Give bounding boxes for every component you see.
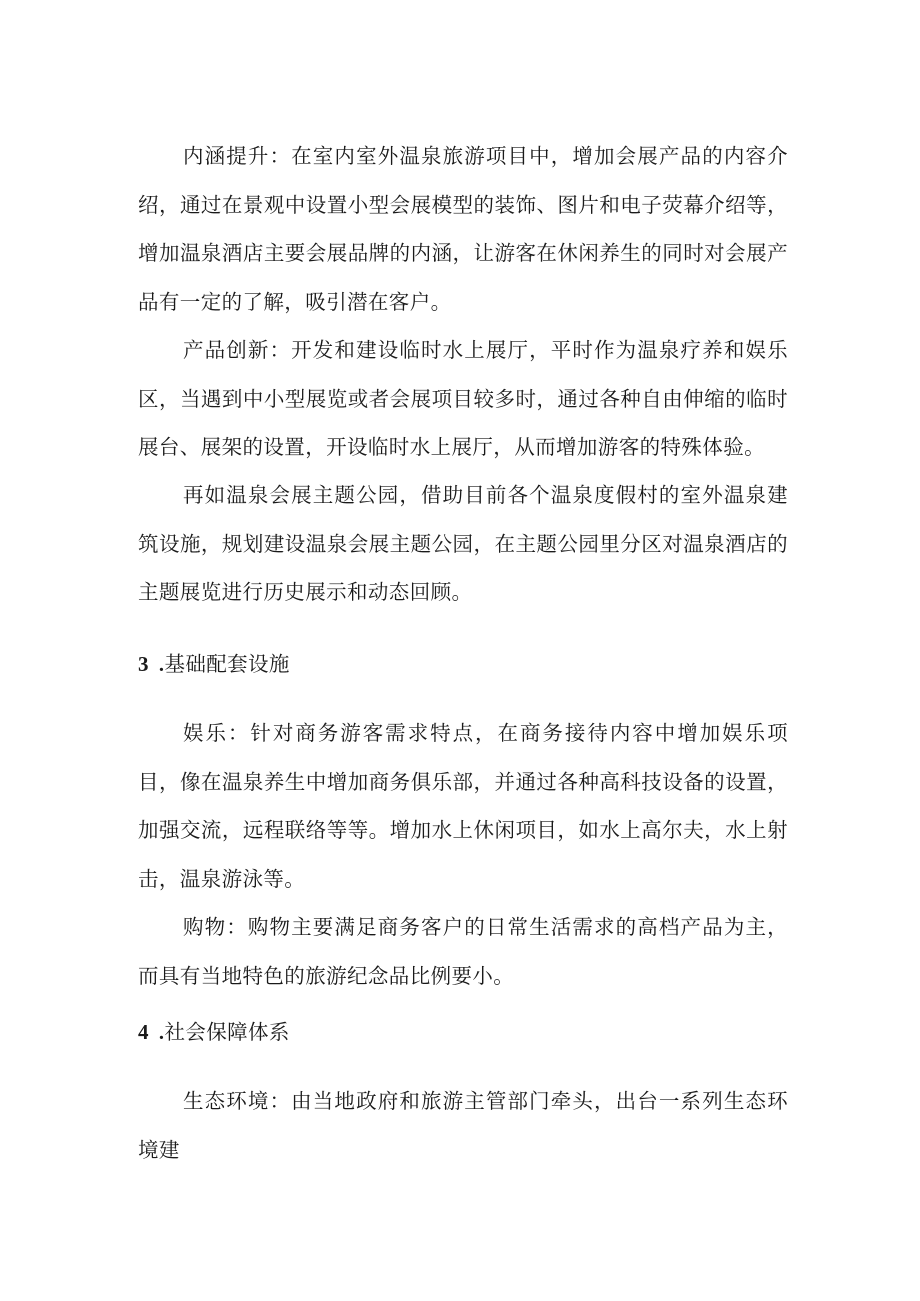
paragraph-content-upgrade: 内涵提升：在室内室外温泉旅游项目中，增加会展产品的内容介绍，通过在景观中设置小型会展模型的装饰、图片和电子荧幕介绍等，增加温泉酒店主要会展品牌的内涵，让游客在休闲养生的同时对会展产品有一定的了解，吸引潜在客户。 [138, 144, 788, 314]
paragraph-theme-park: 再如温泉会展主题公园，借助目前各个温泉度假村的室外温泉建筑设施，规划建设温泉会展主题公园，在主题公园里分区对温泉酒店的主题展览进行历史展示和动态回顾。 [138, 483, 788, 604]
section-dot: . [158, 1022, 165, 1044]
section-title: 社会保障体系 [164, 1020, 290, 1044]
paragraph-product-innovation: 产品创新：开发和建设临时水上展厅，平时作为温泉疗养和娱乐区，当遇到中小型展览或者会展项目较多时，通过各种自由伸缩的临时展台、展架的设置，开设临时水上展厅，从而增加游客的特殊体验。 [138, 338, 788, 459]
paragraph-ecology: 生态环境：由当地政府和旅游主管部门牵头，出台一系列生态环境建 [138, 1089, 788, 1162]
paragraph-shopping: 购物：购物主要满足商务客户的日常生活需求的高档产品为主，而具有当地特色的旅游纪念品比例要小。 [138, 915, 788, 988]
section-number: 4 [138, 1020, 149, 1044]
section-heading-4 [138, 1017, 788, 1048]
section-dot: . [158, 654, 165, 676]
section-title: 基础配套设施 [164, 652, 290, 676]
paragraph-entertainment: 娱乐：针对商务游客需求特点，在商务接待内容中增加娱乐项目，像在温泉养生中增加商务俱乐部，并通过各种高科技设备的设置，加强交流，远程联络等等。增加水上休闲项目，如水上高尔夫，水上射击，温泉游泳等。 [138, 721, 788, 891]
section-number: 3 [138, 652, 149, 676]
section-heading-3 [138, 649, 788, 680]
